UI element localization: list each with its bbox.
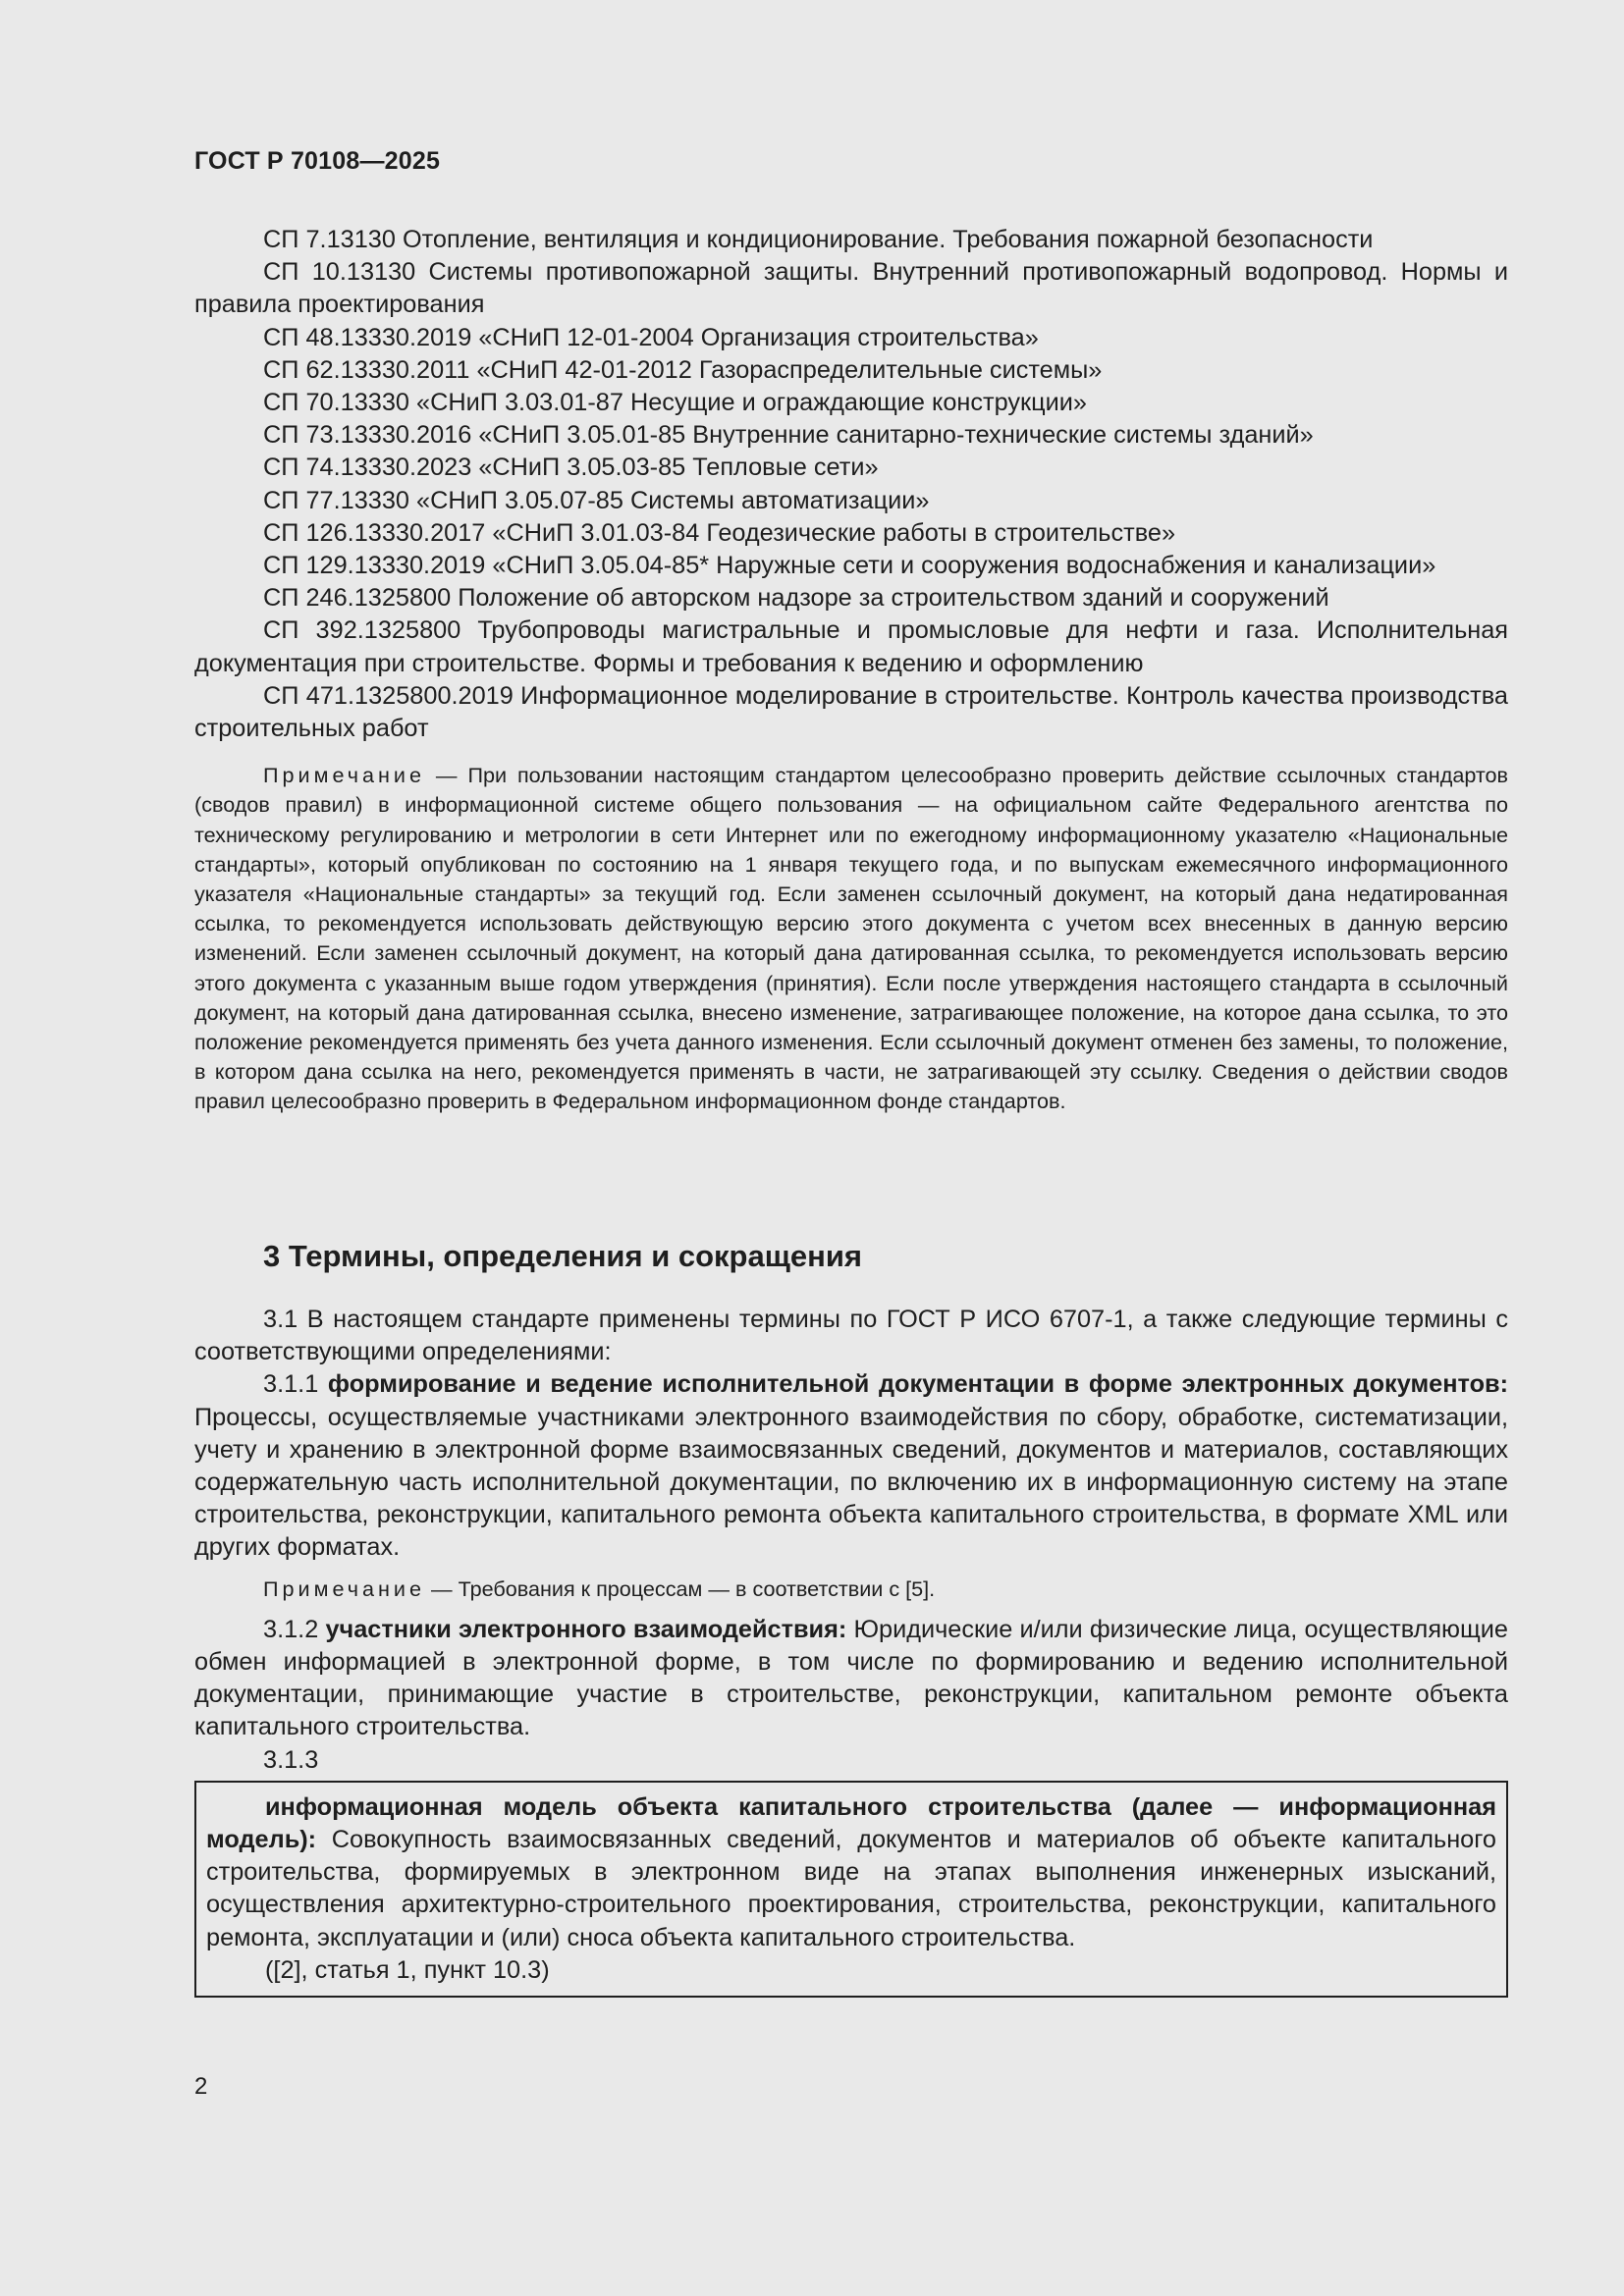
- reference-item: СП 62.13330.2011 «СНиП 42-01-2012 Газораспределительные системы»: [263, 355, 1103, 384]
- reference-item: СП 246.1325800 Положение об авторском надзоре за строительством зданий и сооружений: [263, 584, 1329, 613]
- section-heading: 3 Термины, определения и сокращения: [263, 1239, 862, 1273]
- paragraph-3-1: 3.1 В настоящем стандарте применены термины по ГОСТ Р ИСО 6707-1, а также следующие термины с соответствующими определениями:: [194, 1306, 1508, 1366]
- reference-item: СП 7.13130 Отопление, вентиляция и кондиционирование. Требования пожарной безопасности: [263, 226, 1374, 253]
- term-3-1-2: [194, 1614, 1508, 1744]
- note-label: Примечание: [263, 763, 425, 788]
- reference-item: СП 129.13330.2019 «СНиП 3.05.04-85* Наружные сети и сооружения водоснабжения и канализации»: [263, 552, 1436, 580]
- note-text: — При пользовании настоящим стандартом целесообразно проверить действие ссылочных стандартов (сводов правил) в информационной системе общего пользования — на официальном сайте Федерального агентства по техническому регулированию и метрологии в сети Интернет или по ежегодному информационному указателю «Национальные стандарты», который опубликован по состоянию на 1 января текущего года, и по выпускам ежемесячного информационного указателя «Национальные стандарты» за текущий год. Если заменен ссылочный документ, на который дана недатированная ссылка, то рекомендуется использовать действующую версию этого документа с учетом всех внесенных в данную версию изменений. Если заменен ссылочный документ, на который дана датированная ссылка, то рекомендуется использовать версию этого документа с указанным выше годом утверждения (принятия). Если после утверждения настоящего стандарта в ссылочный документ, на который дана датированная ссылка, внесено изменение, затрагивающее положение, на которое дана ссылка, то это положение рекомендуется применять без учета данного изменения. Если ссылочный документ отменен без замены, то положение, в котором дана ссылка на него, рекомендуется применять в части, не затрагивающей эту ссылку. Сведения о действии сводов правил целесообразно проверить в Федеральном информационном фонде стандартов.: [194, 763, 1508, 1114]
- term-number: 3.1.2: [263, 1615, 326, 1643]
- term-name: информационная модель объекта капитального строительства (далее — информационная модель):: [206, 1792, 1496, 1854]
- note-label: Примечание: [263, 1575, 425, 1601]
- reference-item: СП 73.13330.2016 «СНиП 3.05.01-85 Внутренние санитарно-технические системы зданий»: [263, 421, 1314, 450]
- note-text: — Требования к процессам — в соответствии с [5].: [425, 1575, 936, 1601]
- term-number: 3.1.1: [263, 1370, 328, 1399]
- term-name: участники электронного взаимодействия:: [325, 1615, 847, 1643]
- term-definition: Юридические и/или физические лица, осуществляющие обмен информацией в электронной форме, в том числе по формированию и ведению исполнительной документации, принимающие участие в строительстве, реконструкции, капитальном ремонте объекта капитального строительства.: [194, 1615, 1509, 1741]
- term-3-1-3-number: 3.1.3: [263, 1745, 319, 1774]
- reference-item: СП 126.13330.2017 «СНиП 3.01.03-84 Геодезические работы в строительстве»: [263, 518, 1176, 547]
- page-number: 2: [194, 2073, 208, 2100]
- reference-item: СП 74.13330.2023 «СНиП 3.05.03-85 Тепловые сети»: [263, 454, 879, 482]
- reference-item: СП 48.13330.2019 «СНиП 12-01-2004 Организация строительства»: [263, 323, 1039, 351]
- references-note: [194, 761, 1508, 1116]
- reference-item: СП 10.13130 Системы противопожарной защиты. Внутренний противопожарный водопровод. Нормы и правила проектирования: [194, 258, 1508, 319]
- reference-item: СП 392.1325800 Трубопроводы магистральные и промысловые для нефти и газа. Исполнительная документация при строительстве. Формы и требования к ведению и оформлению: [194, 616, 1508, 677]
- references-list: [194, 224, 1508, 1117]
- term-3-1-3-box: [194, 1781, 1508, 1998]
- term-3-1-3: [206, 1791, 1496, 1954]
- term-note: [194, 1575, 1508, 1604]
- reference-item: СП 70.13330 «СНиП 3.03.01-87 Несущие и ограждающие конструкции»: [263, 389, 1087, 417]
- reference-item: СП 471.1325800.2019 Информационное моделирование в строительстве. Контроль качества производства строительных работ: [194, 681, 1508, 743]
- term-3-1-1: [194, 1368, 1508, 1564]
- term-definition: Совокупность взаимосвязанных сведений, документов и материалов об объекте капитального строительства, формируемых в электронном виде на этапах выполнения инженерных изысканий, осуществления архитектурно-строительного проектирования, строительства, реконструкции, капитального ремонта, эксплуатации и (или) сноса объекта капитального строительства.: [206, 1826, 1496, 1951]
- reference-item: СП 77.13330 «СНиП 3.05.07-85 Системы автоматизации»: [263, 486, 930, 514]
- term-name: формирование и ведение исполнительной документации в форме электронных документов:: [327, 1370, 1508, 1399]
- document-header: ГОСТ Р 70108—2025: [194, 147, 441, 175]
- term-definition: Процессы, осуществляемые участниками электронного взаимодействия по сбору, обработке, систематизации, учету и хранению в электронной форме взаимосвязанных сведений, документов и материалов, составляющих содержательную часть исполнительной документации, по включению их в информационную систему на этапе строительства, реконструкции, капитального ремонта объекта капитального строительства, в формате XML или других форматах.: [194, 1403, 1508, 1562]
- section-terms: [194, 1237, 1508, 1998]
- term-source: ([2], статья 1, пункт 10.3): [265, 1955, 550, 1984]
